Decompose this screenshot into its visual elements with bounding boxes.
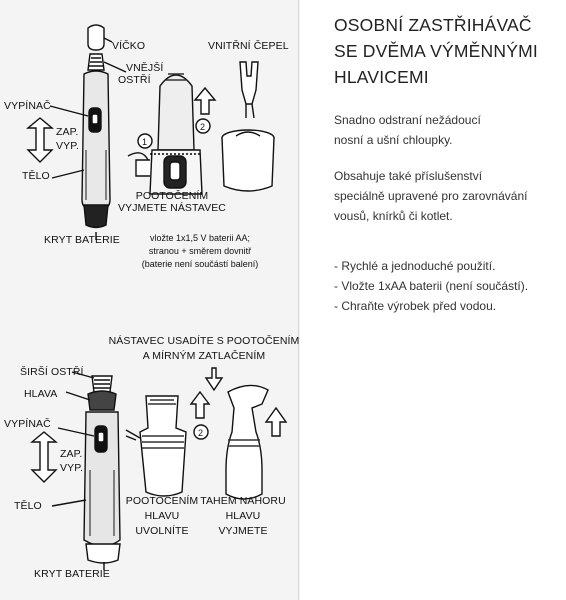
description-paragraph-1: Snadno odstraní nežádoucí nosní a ušní chloupky.	[334, 113, 481, 147]
trimmer-head-top	[158, 75, 194, 150]
label-head: HLAVA	[24, 388, 58, 400]
label-outer-blade-2: OSTŘÍ	[118, 74, 151, 86]
on-off-arrow-2	[32, 432, 56, 482]
step-2-text: 2	[200, 122, 206, 132]
label-switch-2: VYPÍNAČ	[4, 418, 51, 430]
label-release: POOTOČENÍM HLAVU UVOLNÍTE	[125, 495, 199, 537]
up-arrow	[195, 88, 215, 114]
label-battery-cover: KRYT BATERIE	[44, 234, 120, 246]
inner-blade	[240, 62, 258, 104]
up-arrow-2	[266, 408, 286, 436]
pulled-head	[226, 385, 268, 499]
step-2b-text: 2	[198, 428, 204, 438]
label-pull: TAHEM NAHORU HLAVU VYJMETE	[200, 495, 286, 537]
label-off: VYP.	[56, 140, 79, 152]
label-rotate: POOTOČENÍM VYJMETE NÁSTAVEC	[118, 190, 226, 214]
trimmer2-battery-cover	[86, 544, 120, 563]
down-arrow	[206, 368, 222, 390]
label-on: ZAP.	[56, 126, 79, 138]
label-body: TĚLO	[22, 170, 50, 182]
label-inner-blade: VNITŘNÍ ČEPEL	[208, 40, 289, 52]
bullet-item: - Chraňte výrobek před vodou.	[334, 299, 497, 313]
trimmer-battery-cover	[84, 205, 108, 228]
on-off-arrow	[28, 118, 52, 162]
label-wide-blade: ŠIRŠÍ OSTŘÍ	[20, 366, 84, 378]
label-switch: VYPÍNAČ	[4, 100, 51, 112]
label-on-2: ZAP.	[60, 448, 83, 460]
battery-note: vložte 1x1,5 V baterii AA; stranou + směrem dovnitř (baterie není součástí balení)	[141, 233, 259, 269]
removed-head	[140, 396, 186, 496]
product-title: OSOBNÍ ZASTŘIHÁVAČ SE DVĚMA VÝMĚNNÝMI HLAVICEMI	[334, 15, 538, 87]
trimmer-cap	[88, 25, 104, 50]
rotate-arrow-2	[191, 392, 209, 418]
step-1-text: 1	[142, 137, 148, 147]
bullet-item: - Rychlé a jednoduché použití.	[334, 259, 496, 273]
label-body-2: TĚLO	[14, 500, 42, 512]
label-off-2: VYP.	[60, 462, 83, 474]
label-outer-blade-1: VNĚJŠÍ	[126, 62, 164, 74]
bullet-item: - Vložte 1xAA baterii (není součástí).	[334, 279, 529, 293]
feature-bullets	[334, 256, 528, 316]
description-paragraph-2: Obsahuje také příslušenství speciálně upravené pro zarovnávání vousů, knírků či kotlet.	[334, 169, 528, 223]
label-attach-header: NÁSTAVEC USADÍTE S POOTOČENÍM A MÍRNÝM ZATLAČENÍM	[108, 335, 300, 362]
label-cap: VÍČKO	[112, 40, 146, 52]
label-battery-cover-2: KRYT BATERIE	[34, 568, 110, 580]
trimmer2-head	[88, 391, 116, 410]
